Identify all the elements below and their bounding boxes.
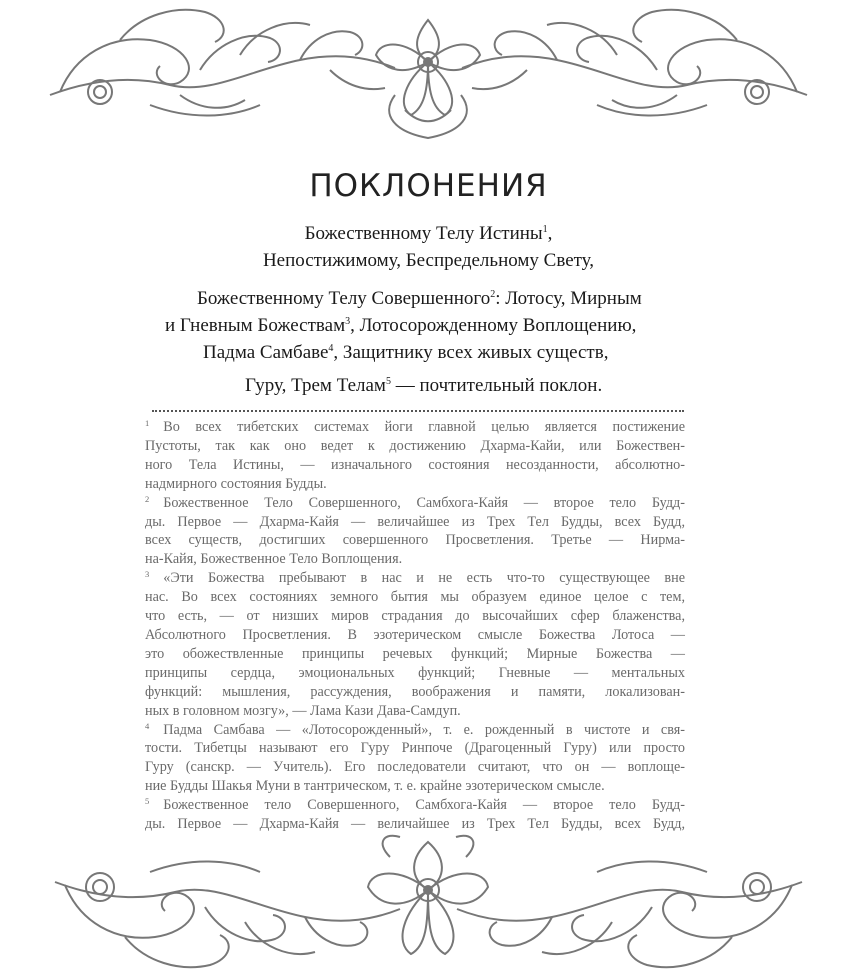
footnote-line: тости. Тибетцы называют его Гуру Ринпоче (Драгоценный Гуру) или просто <box>145 740 685 757</box>
footnote-line: функций: мышления, рассуждения, воображения и памяти, локализован- <box>145 683 685 700</box>
footnote-line: надмирного состояния Будды. <box>145 475 327 492</box>
footnote-ref: 2 <box>490 289 496 300</box>
footnote-number: 3 <box>145 569 150 580</box>
footnote-line: ного Тела Истины, — изначального состояния несозданности, абсолютно- <box>145 456 685 473</box>
invocation-block-1 <box>0 220 857 274</box>
invocation-line: Непостижимому, Беспредельному Свету, <box>262 250 595 271</box>
footnote-line: $^1$ Во всех тибетских системах йоги главной целью является постижение <box>145 418 685 435</box>
footnote-line: $^5$ Божественное тело Совершенного, Самбхога-Кайя — второе тело Будд- <box>145 796 685 814</box>
footnote-ref: 4 <box>328 343 334 354</box>
invocation-line: и Гневным Божествам$^3$, Лотосорожденному Воплощению, <box>165 315 637 336</box>
invocation-line: Гуру, Трем Телам$^5$ — почтительный поклон. <box>245 375 603 396</box>
footnote-line: это обожествленные принципы речевых функций; Мирные Божества — <box>145 645 685 662</box>
invocation-block-3 <box>0 372 857 399</box>
invocation-line: Падма Самбаве$^4$, Защитнику всех живых существ, <box>203 342 609 363</box>
footnote-line: $^4$ Падма Самбава — «Лотосорожденный», т. е. рожденный в чистоте и свя- <box>145 720 685 738</box>
footnote-number: 1 <box>145 418 150 428</box>
footnote-line: Гуру (санскр. — Учитель). Его последователи считают, что он — воплоще- <box>145 759 685 776</box>
footnote-separator <box>152 410 684 412</box>
footnote-line: Абсолютного Просветления. В эзотерическом смысле Божества Лотоса — <box>145 626 685 643</box>
invocation-block-2 <box>0 285 857 366</box>
footnote-line: на-Кайя, Божественное Тело Воплощения. <box>145 551 403 568</box>
footnote-line: $^2$ Божественное Тело Совершенного, Самбхога-Кайя — второе тело Будд- <box>145 493 685 511</box>
footnote-line: ние Будды Шакья Муни в тантрическом, т. е. крайне эзотерическом смысле. <box>145 778 605 795</box>
footnote-line: Пустоты, так как оно ведет к достижению Дхарма-Кайи, или Божествен- <box>145 437 685 454</box>
footnote-number: 5 <box>145 796 150 807</box>
top-floral-ornament <box>0 0 857 150</box>
footnote-line: ды. Первое — Дхарма-Кайя — величайшее из Трех Тел Будды, всех Будд, <box>145 513 685 530</box>
footnote-line: ных в головном мозгу», — Лама Кази Дава-Самдуп. <box>145 702 461 719</box>
footnote-line: нас. Во всех состояниях земного бытия мы образуем единое целое с тем, <box>145 589 685 606</box>
footnote-line: принципы сердца, эмоциональных функций; Гневные — ментальных <box>145 664 685 681</box>
page-title: ПОКЛОНЕНИЯ <box>309 168 548 204</box>
footnote-line: всех существ, достигших совершенного Просветления. Третье — Нирма- <box>145 532 685 549</box>
footnote-number: 4 <box>145 720 150 731</box>
footnote-line: $^3$ «Эти Божества пребывают в нас и не есть что-то существующее вне <box>145 569 685 587</box>
invocation-line: Божественному Телу Истины$^1$, <box>304 223 553 244</box>
footnote-number: 2 <box>145 493 150 504</box>
footnote-ref: 1 <box>542 224 548 235</box>
footnote-ref: 5 <box>385 376 391 387</box>
footnote-line: ды. Первое — Дхарма-Кайя — величайшее из Трех Тел Будды, всех Будд, <box>145 816 685 833</box>
invocation-line: Божественному Телу Совершенного$^2$: Лотосу, Мирным <box>197 288 642 309</box>
footnote-line: что есть, — от низших миров страдания до высочайших сфер блаженства, <box>145 608 685 625</box>
bottom-floral-ornament <box>0 832 857 975</box>
footnotes <box>145 418 685 834</box>
footnote-ref: 3 <box>345 316 351 327</box>
